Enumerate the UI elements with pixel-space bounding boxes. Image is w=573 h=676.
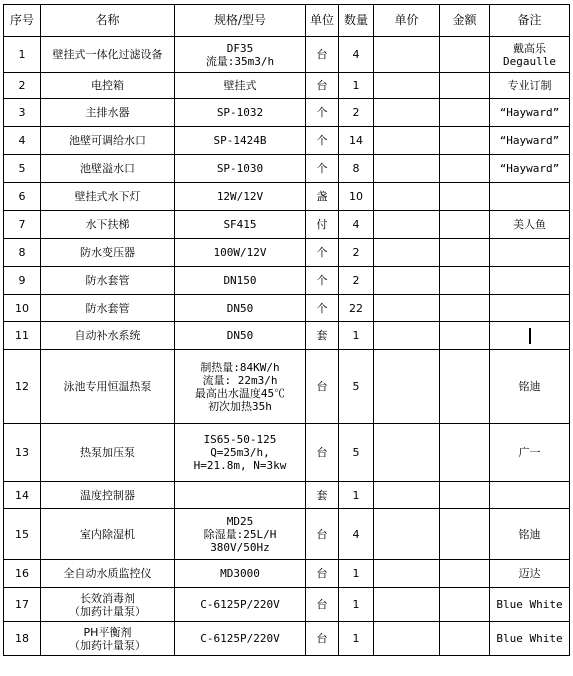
cell-unit-price	[374, 424, 440, 482]
cell-spec-line: SP-1032	[216, 106, 264, 119]
cell-quantity: 4	[339, 37, 374, 73]
cell-number: 16	[4, 560, 41, 588]
cell-number: 15	[4, 509, 41, 560]
cell-spec	[175, 482, 306, 509]
table-row	[4, 127, 570, 155]
cell-unit: 台	[306, 509, 339, 560]
cell-name	[41, 211, 175, 239]
cell-amount	[440, 127, 490, 155]
table-row	[4, 99, 570, 127]
cell-unit: 台	[306, 37, 339, 73]
cell-note	[490, 211, 570, 239]
header-cell: 名称	[41, 5, 175, 37]
cell-number: 10	[4, 295, 41, 322]
cell-number: 12	[4, 350, 41, 424]
cell-amount	[440, 183, 490, 211]
cell-amount	[440, 239, 490, 267]
header-cell: 单价	[374, 5, 440, 37]
cell-spec-line: 流量:35m3/h	[205, 54, 275, 68]
cell-number: 17	[4, 588, 41, 622]
cell-quantity: 1	[339, 560, 374, 588]
cell-unit: 个	[306, 239, 339, 267]
cell-spec-line: SF415	[223, 218, 257, 231]
cell-spec-line: MD3000	[220, 567, 260, 580]
cell-number: 14	[4, 482, 41, 509]
cell-note	[490, 267, 570, 295]
cell-note	[490, 239, 570, 267]
cell-name	[41, 350, 175, 424]
cell-spec-line: 初次加热35h	[208, 399, 272, 413]
cell-unit-price	[374, 37, 440, 73]
cell-name-line: 温度控制器	[80, 488, 135, 502]
cell-name	[41, 183, 175, 211]
cell-unit: 台	[306, 622, 339, 656]
cell-name	[41, 424, 175, 482]
cell-name-line: 池壁可调给水口	[69, 134, 146, 147]
cell-spec-line: 12W/12V	[216, 190, 264, 203]
cell-spec	[175, 424, 306, 482]
cell-note-line: Degaulle	[503, 54, 556, 68]
cell-note	[490, 560, 570, 588]
cell-note-line: 铭迪	[518, 527, 541, 541]
cell-name-line: 热泵加压泵	[80, 446, 135, 459]
cell-unit-price	[374, 560, 440, 588]
cell-name	[41, 73, 175, 99]
cell-unit-price	[374, 155, 440, 183]
cell-spec	[175, 509, 306, 560]
header-row	[4, 5, 570, 37]
cell-unit-price	[374, 127, 440, 155]
cell-number: 6	[4, 183, 41, 211]
cell-unit: 台	[306, 560, 339, 588]
cell-spec-line: IS65-50-125	[203, 433, 277, 446]
cell-unit: 个	[306, 99, 339, 127]
cell-spec-line: 流量: 22m3/h	[202, 373, 278, 387]
cell-note	[490, 37, 570, 73]
cell-name-line: （加药计量泵）	[69, 638, 146, 652]
cell-number: 5	[4, 155, 41, 183]
header-cell: 数量	[339, 5, 374, 37]
cell-name-line: 全自动水质监控仪	[63, 567, 152, 580]
cell-number: 2	[4, 73, 41, 99]
cell-unit: 盏	[306, 183, 339, 211]
cell-amount	[440, 350, 490, 424]
cell-amount	[440, 99, 490, 127]
table-row	[4, 155, 570, 183]
cell-note-line: Blue White	[496, 598, 563, 611]
cell-unit-price	[374, 211, 440, 239]
cell-note-line: “Hayward”	[499, 134, 560, 147]
cell-spec	[175, 295, 306, 322]
cell-name-line: 防水变压器	[80, 246, 135, 259]
cell-unit: 台	[306, 350, 339, 424]
cell-name	[41, 622, 175, 656]
cell-number: 11	[4, 322, 41, 350]
table-row	[4, 588, 570, 622]
table-row	[4, 622, 570, 656]
cell-quantity: 1	[339, 73, 374, 99]
cell-unit: 套	[306, 322, 339, 350]
cell-name	[41, 239, 175, 267]
table-row	[4, 183, 570, 211]
cell-number: 1	[4, 37, 41, 73]
cell-unit-price	[374, 73, 440, 99]
cell-name	[41, 127, 175, 155]
cell-spec	[175, 622, 306, 656]
cell-note	[490, 73, 570, 99]
cell-unit-price	[374, 99, 440, 127]
cell-name	[41, 509, 175, 560]
cell-note-line: “Hayward”	[499, 106, 560, 119]
cell-amount	[440, 588, 490, 622]
cell-quantity: 4	[339, 509, 374, 560]
cell-note-line: “Hayward”	[499, 162, 560, 175]
cell-unit: 个	[306, 267, 339, 295]
cell-name	[41, 99, 175, 127]
cell-unit-price	[374, 588, 440, 622]
cell-note	[490, 127, 570, 155]
cell-number: 9	[4, 267, 41, 295]
table-row	[4, 560, 570, 588]
cell-note	[490, 183, 570, 211]
cell-name	[41, 267, 175, 295]
cell-quantity: 1	[339, 622, 374, 656]
cell-spec	[175, 239, 306, 267]
cell-quantity: 1	[339, 588, 374, 622]
cell-quantity: 2	[339, 267, 374, 295]
cell-amount	[440, 155, 490, 183]
cell-name-line: 壁挂式一体化过滤设备	[52, 48, 163, 61]
header-cell: 单位	[306, 5, 339, 37]
cell-note-line: 迈达	[518, 567, 541, 580]
cell-unit-price	[374, 509, 440, 560]
cell-spec-line: 最高出水温度45℃	[194, 386, 286, 400]
cell-spec-line: DN50	[226, 301, 254, 315]
cell-amount	[440, 622, 490, 656]
equipment-table	[3, 4, 570, 656]
cell-name-line: 长效消毒剂	[80, 591, 135, 605]
cell-spec	[175, 183, 306, 211]
cell-number: 13	[4, 424, 41, 482]
cell-spec	[175, 267, 306, 295]
cell-name	[41, 322, 175, 350]
cell-spec	[175, 73, 306, 99]
cell-spec	[175, 322, 306, 350]
cell-amount	[440, 73, 490, 99]
cell-spec	[175, 155, 306, 183]
cell-note	[490, 322, 570, 350]
table-row	[4, 482, 570, 509]
cell-name	[41, 588, 175, 622]
cell-name	[41, 482, 175, 509]
cell-unit-price	[374, 350, 440, 424]
cell-quantity: 10	[339, 183, 374, 211]
cell-name-line: 自动补水系统	[74, 329, 141, 342]
cell-amount	[440, 295, 490, 322]
cell-quantity: 2	[339, 99, 374, 127]
cell-spec-line: MD25	[226, 514, 254, 528]
cell-spec-line: Q=25m3/h,	[210, 446, 270, 459]
cell-unit-price	[374, 183, 440, 211]
cell-name	[41, 560, 175, 588]
header-cell: 规格/型号	[175, 5, 306, 37]
cell-note-line: 广一	[518, 446, 541, 459]
cell-note	[490, 99, 570, 127]
cell-amount	[440, 424, 490, 482]
cell-unit-price	[374, 239, 440, 267]
cell-note	[490, 482, 570, 509]
cell-name-line: PH平衡剂	[83, 625, 132, 639]
cell-name	[41, 295, 175, 322]
cell-quantity: 5	[339, 424, 374, 482]
cell-note	[490, 424, 570, 482]
cell-spec	[175, 588, 306, 622]
cell-spec-line: H=21.8m, N=3kw	[193, 459, 287, 472]
cell-note	[490, 622, 570, 656]
cell-name-line: 电控箱	[91, 79, 124, 92]
cell-name-line: 泳池专用恒温热泵	[63, 380, 152, 393]
cell-amount	[440, 482, 490, 509]
cell-unit-price	[374, 267, 440, 295]
cell-spec-line: 壁挂式	[223, 79, 257, 92]
cell-unit-price	[374, 295, 440, 322]
cell-unit-price	[374, 622, 440, 656]
table-row	[4, 73, 570, 99]
cell-quantity: 2	[339, 239, 374, 267]
cell-number: 8	[4, 239, 41, 267]
cell-spec-line: SP-1030	[216, 162, 264, 175]
table-row	[4, 239, 570, 267]
cell-unit: 付	[306, 211, 339, 239]
table-row	[4, 267, 570, 295]
cell-spec-line: 除湿量:25L/H	[203, 527, 277, 541]
cell-amount	[440, 37, 490, 73]
cell-name-line: 防水套管	[85, 301, 130, 315]
cell-unit: 个	[306, 127, 339, 155]
cell-spec-line: DN150	[223, 274, 257, 287]
cell-unit-price	[374, 482, 440, 509]
cell-number: 3	[4, 99, 41, 127]
table-row	[4, 37, 570, 73]
cell-spec-line: C-6125P/220V	[200, 598, 280, 611]
cell-number: 7	[4, 211, 41, 239]
cell-name-line: 室内除湿机	[80, 527, 135, 541]
cell-amount	[440, 509, 490, 560]
cell-note	[490, 350, 570, 424]
cell-unit: 套	[306, 482, 339, 509]
cell-name-line: 主排水器	[85, 106, 130, 119]
cell-spec-line: DF35	[226, 41, 254, 55]
cell-spec	[175, 127, 306, 155]
table-row	[4, 322, 570, 350]
cell-unit: 台	[306, 73, 339, 99]
cell-name	[41, 37, 175, 73]
table-row	[4, 350, 570, 424]
cell-unit: 个	[306, 155, 339, 183]
cell-note-line: 戴高乐	[513, 41, 546, 55]
cell-number: 18	[4, 622, 41, 656]
cell-note-line: 专业订制	[507, 79, 552, 92]
vertical-bar-mark	[529, 328, 531, 344]
cell-quantity: 8	[339, 155, 374, 183]
cell-spec	[175, 350, 306, 424]
cell-quantity: 1	[339, 322, 374, 350]
cell-note-line: 铭迪	[518, 380, 541, 393]
cell-name	[41, 155, 175, 183]
table-row	[4, 295, 570, 322]
cell-note	[490, 588, 570, 622]
cell-spec-line: C-6125P/220V	[200, 632, 280, 645]
cell-spec-line: 制热量:84KW/h	[200, 360, 280, 374]
cell-amount	[440, 211, 490, 239]
table-row	[4, 509, 570, 560]
cell-quantity: 1	[339, 482, 374, 509]
cell-spec-line: 380V/50Hz	[210, 540, 270, 554]
cell-spec-line: SP-1424B	[213, 134, 267, 147]
cell-name-line: 池壁溢水口	[80, 162, 135, 175]
cell-quantity: 14	[339, 127, 374, 155]
cell-number: 4	[4, 127, 41, 155]
cell-spec	[175, 37, 306, 73]
cell-unit: 台	[306, 424, 339, 482]
cell-spec	[175, 560, 306, 588]
cell-note-line: 美人鱼	[513, 218, 546, 231]
cell-amount	[440, 267, 490, 295]
table-body	[4, 37, 570, 656]
cell-note	[490, 155, 570, 183]
cell-name-line: （加药计量泵）	[69, 604, 146, 618]
cell-name-line: 水下扶梯	[85, 218, 130, 231]
cell-note-line: Blue White	[496, 632, 563, 645]
table-row	[4, 424, 570, 482]
cell-note	[490, 509, 570, 560]
cell-name-line: 防水套管	[85, 274, 130, 287]
cell-spec-line: 100W/12V	[213, 246, 267, 259]
cell-amount	[440, 560, 490, 588]
cell-name-line: 壁挂式水下灯	[74, 190, 141, 203]
cell-note	[490, 295, 570, 322]
cell-spec	[175, 211, 306, 239]
cell-spec-line: DN50	[226, 329, 254, 342]
header-cell: 备注	[490, 5, 570, 37]
table-row	[4, 211, 570, 239]
cell-quantity: 4	[339, 211, 374, 239]
cell-quantity: 22	[339, 295, 374, 322]
header-cell: 金额	[440, 5, 490, 37]
cell-amount	[440, 322, 490, 350]
cell-unit-price	[374, 322, 440, 350]
cell-spec	[175, 99, 306, 127]
cell-unit: 台	[306, 588, 339, 622]
cell-unit: 个	[306, 295, 339, 322]
cell-quantity: 5	[339, 350, 374, 424]
header-cell: 序号	[4, 5, 41, 37]
